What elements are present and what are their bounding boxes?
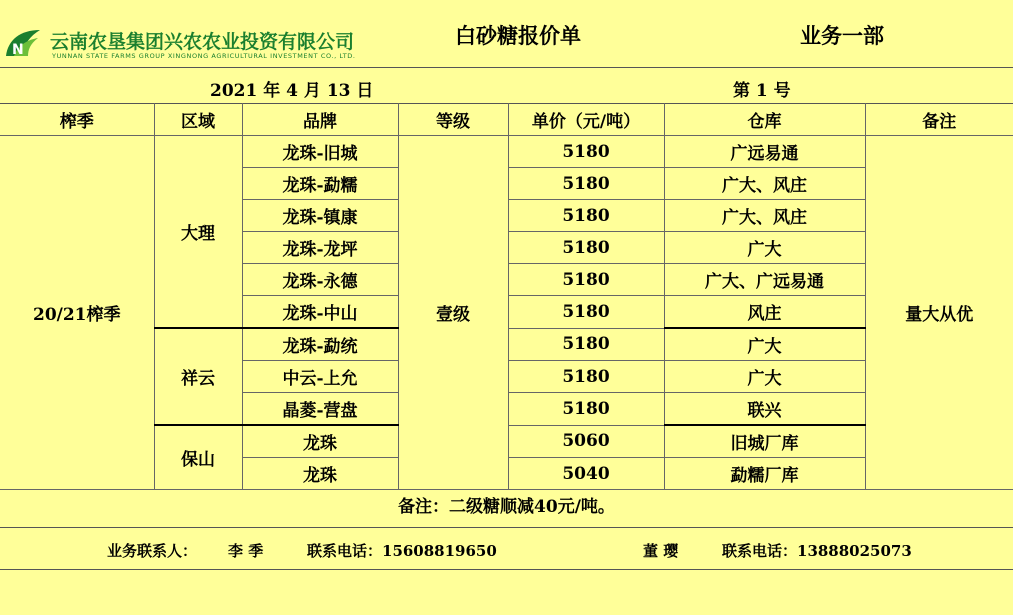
price-cell: 5180 bbox=[508, 328, 664, 361]
warehouse-cell: 勐糯厂库 bbox=[664, 458, 865, 490]
price-table bbox=[0, 103, 1013, 490]
quote-date: 2021 年 4 月 13 日 bbox=[210, 81, 374, 101]
company-name: 云南农垦集团兴农农业投资有限公司 bbox=[50, 31, 355, 53]
warehouse-cell: 风庄 bbox=[664, 296, 865, 329]
contact-label: 业务联系人： bbox=[107, 542, 198, 560]
brand-cell: 龙珠 bbox=[242, 458, 398, 490]
brand-cell: 龙珠-旧城 bbox=[242, 136, 398, 168]
brand-cell: 晶菱-营盘 bbox=[242, 393, 398, 426]
warehouse-cell: 广大 bbox=[664, 361, 865, 393]
region-cell: 祥云 bbox=[154, 328, 242, 425]
brand-cell: 龙珠-勐糯 bbox=[242, 168, 398, 200]
season-cell: 20/21榨季 bbox=[0, 136, 154, 490]
warehouse-cell: 广远易通 bbox=[664, 136, 865, 168]
price-cell: 5180 bbox=[508, 136, 664, 168]
serial-number: 第 1 号 bbox=[733, 81, 791, 101]
warehouse-cell: 旧城厂库 bbox=[664, 425, 865, 458]
price-cell: 5040 bbox=[508, 458, 664, 490]
region-cell: 大理 bbox=[154, 136, 242, 329]
header-grade: 等级 bbox=[398, 104, 508, 136]
header-brand: 品牌 bbox=[242, 104, 398, 136]
table-header-row bbox=[0, 104, 1013, 136]
price-cell: 5060 bbox=[508, 425, 664, 458]
contact-person-2: 董 璎 bbox=[643, 542, 679, 560]
price-cell: 5180 bbox=[508, 296, 664, 329]
price-cell: 5180 bbox=[508, 264, 664, 296]
warehouse-cell: 广大、风庄 bbox=[664, 168, 865, 200]
brand-cell: 中云-上允 bbox=[242, 361, 398, 393]
brand-cell: 龙珠-镇康 bbox=[242, 200, 398, 232]
svg-text:N: N bbox=[12, 42, 24, 58]
grade-cell: 壹级 bbox=[398, 136, 508, 490]
header-warehouse: 仓库 bbox=[664, 104, 865, 136]
header-season: 榨季 bbox=[0, 104, 154, 136]
price-cell: 5180 bbox=[508, 168, 664, 200]
contact-phone-2: 联系电话：13888025073 bbox=[722, 542, 912, 560]
brand-cell: 龙珠-勐统 bbox=[242, 328, 398, 361]
header bbox=[0, 0, 1013, 68]
warehouse-cell: 联兴 bbox=[664, 393, 865, 426]
header-price: 单价（元/吨） bbox=[508, 104, 664, 136]
warehouse-cell: 广大、风庄 bbox=[664, 200, 865, 232]
note-cell: 量大从优 bbox=[865, 136, 1013, 490]
brand-cell: 龙珠-龙坪 bbox=[242, 232, 398, 264]
header-note: 备注 bbox=[865, 104, 1013, 136]
price-cell: 5180 bbox=[508, 393, 664, 426]
table-row bbox=[0, 136, 1013, 168]
remark: 备注：二级糖顺减40元/吨。 bbox=[398, 497, 615, 517]
warehouse-cell: 广大 bbox=[664, 232, 865, 264]
contact-person-1: 李 季 bbox=[228, 542, 264, 560]
brand-cell: 龙珠-中山 bbox=[242, 296, 398, 329]
department: 业务一部 bbox=[800, 23, 884, 48]
brand-cell: 龙珠 bbox=[242, 425, 398, 458]
divider bbox=[0, 569, 1013, 570]
company-logo-icon bbox=[4, 26, 44, 60]
brand-cell: 龙珠-永德 bbox=[242, 264, 398, 296]
price-cell: 5180 bbox=[508, 232, 664, 264]
warehouse-cell: 广大、广远易通 bbox=[664, 264, 865, 296]
divider bbox=[0, 67, 1013, 68]
warehouse-cell: 广大 bbox=[664, 328, 865, 361]
price-cell: 5180 bbox=[508, 200, 664, 232]
price-cell: 5180 bbox=[508, 361, 664, 393]
page-title: 白砂糖报价单 bbox=[455, 23, 581, 48]
header-region: 区域 bbox=[154, 104, 242, 136]
contact-phone-1: 联系电话：15608819650 bbox=[307, 542, 497, 560]
company-name-en: YUNNAN STATE FARMS GROUP XINGNONG AGRICULTURAL INVESTMENT CO., LTD. bbox=[52, 52, 356, 60]
divider bbox=[0, 527, 1013, 528]
region-cell: 保山 bbox=[154, 425, 242, 490]
